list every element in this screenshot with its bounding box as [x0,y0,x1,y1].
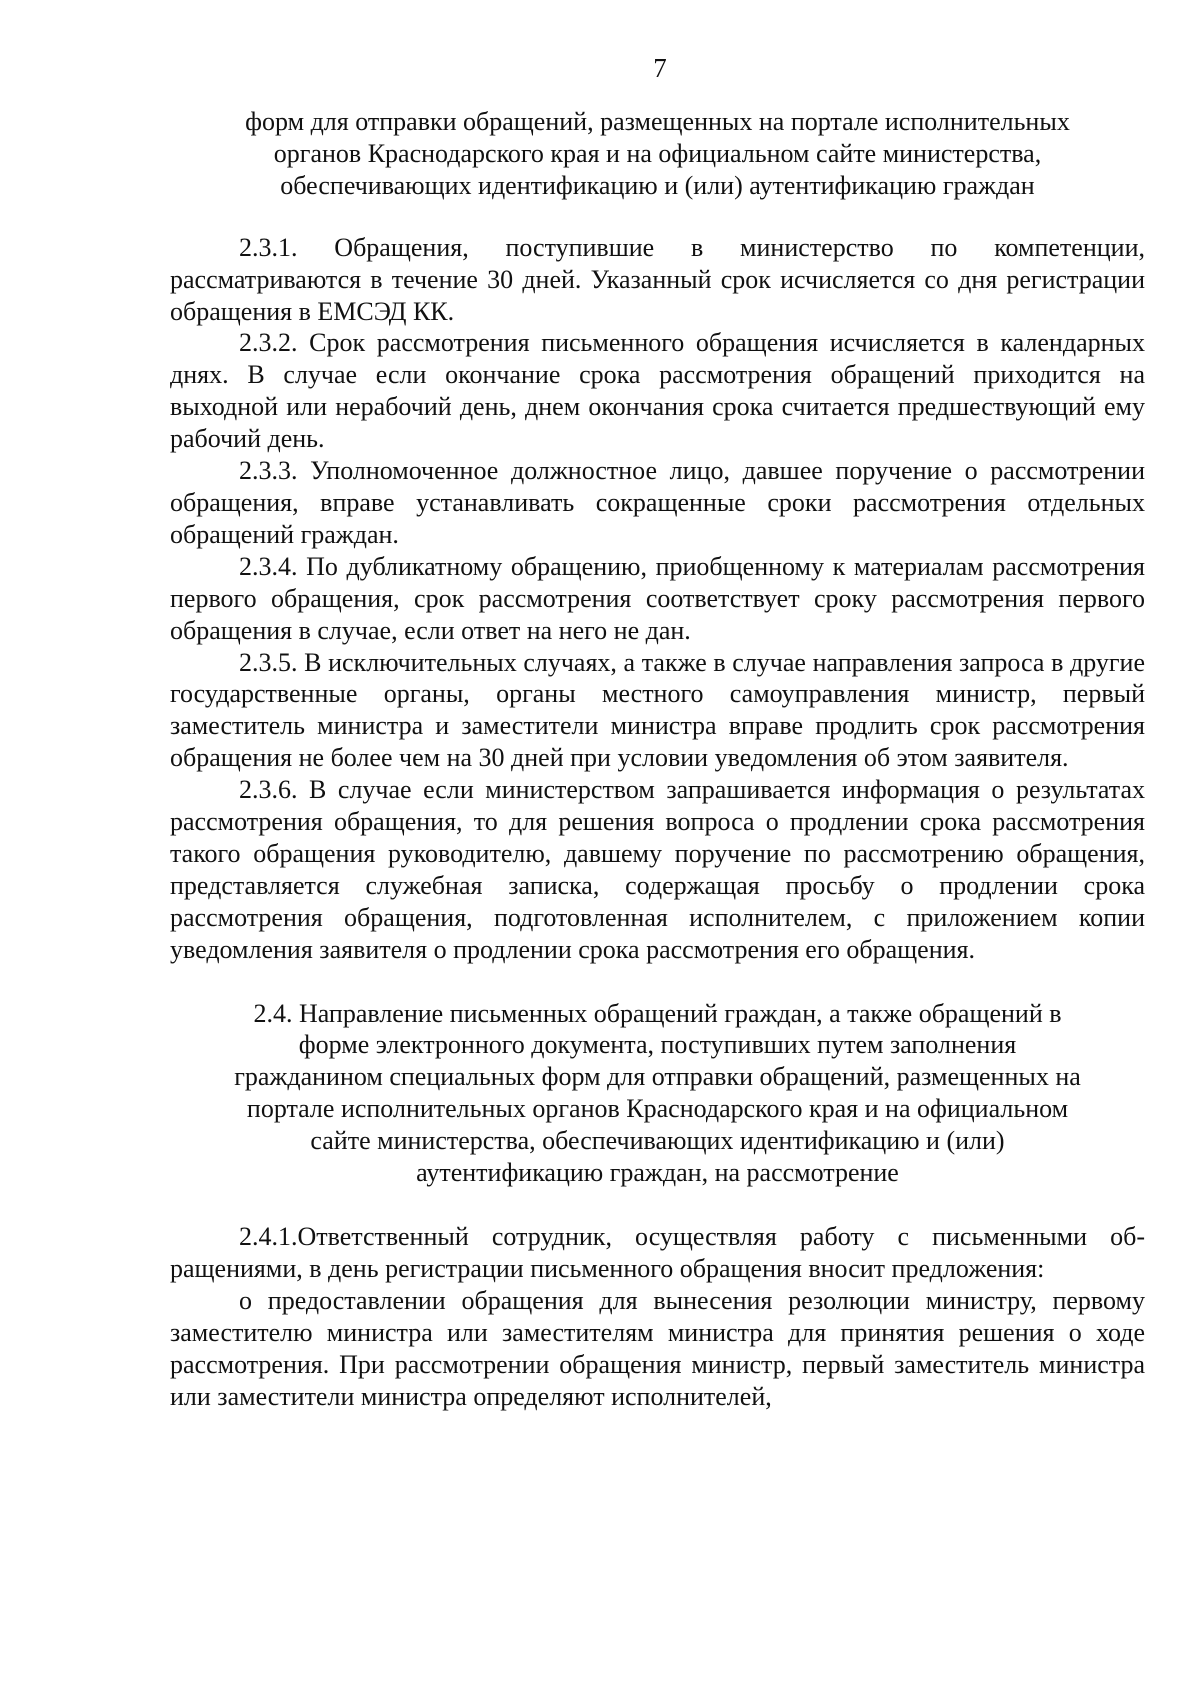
page-number: 7 [653,53,667,83]
section-heading-2-3-continuation: форм для отправки обращений, размещенных на портале исполнительных органов Краснодарского края и на официальном сайте министерства, обеспечивающих идентификацию и (или) аутентификацию граждан [245,107,1070,200]
paragraph-2-3-3: 2.3.3. Уполномоченное должностное лицо, давшее поручение о рассмотрении обращения, вправе устанавливать сокращенные сроки рассмотрения отдельных обращений граждан. [170,456,1145,549]
paragraph-2-3-4: 2.3.4. По дубликатному обращению, приобщенному к материалам рассмотрения первого обращения, срок рассмотрения соответствует сроку рассмотрения первого обращения в случае, если ответ на него не дан. [170,551,1145,645]
paragraph-2-3-5: 2.3.5. В исключительных случаях, а также в случае направления запроса в другие государственные органы, органы местного самоуправления министр, первый заместитель министра и заместители министра вправе продлить срок рассмотрения обращения не более чем на 30 дней при условии уведомления об этом заявителя. [170,647,1145,773]
paragraph-2-4-1-continuation: о предоставлении обращения для вынесения резолюции министру, первому заместителю министра или заместителям министра для принятия решения о ходе рассмотрения. При рассмотрении обращения министр, первый заместитель министра или заместители министра определяют исполнителей, [170,1285,1145,1411]
paragraph-2-3-6: 2.3.6. В случае если министерством запрашивается информация о результатах рассмотрения обращения, то для решения вопроса о продлении срока рассмотрения такого обращения руководителю, давшему поручение по рассмотрению обращения, представляется служебная записка, содержащая просьбу о продлении срока рассмотрения обращения, подготовленная исполнителем, с приложением копии уведомления заявителя о продлении срока рассмотрения его обращения. [170,775,1145,964]
paragraph-2-4-1: 2.4.1.Ответственный сотрудник, осуществляя работу с письменными обращениями, в день регистрации письменного обращения вносит предложения: [170,1222,1145,1283]
paragraph-2-3-1: 2.3.1. Обращения, поступившие в министерство по компетенции, рассматриваются в течение 30 дней. Указанный срок исчисляется со дня регистрации обращения в ЕМСЭД КК. [170,232,1145,326]
paragraph-2-3-2: 2.3.2. Срок рассмотрения письменного обращения исчисляется в календарных днях. В случае если окончание срока рассмотрения обращений приходится на выходной или нерабочий день, днем окончания срока считается предшествующий ему рабочий день. [170,328,1145,454]
section-heading-2-4: 2.4. Направление письменных обращений граждан, а также обращений в форме электронного документа, поступивших путем заполнения гражданином специальных форм для отправки обращений, размещенных на портале исполнительных органов Краснодарского края и на официальном сайте министерства, обеспечивающих идентификацию и (или) аутентификацию граждан, на рассмотрение [234,998,1081,1188]
document-body [170,106,1145,1412]
